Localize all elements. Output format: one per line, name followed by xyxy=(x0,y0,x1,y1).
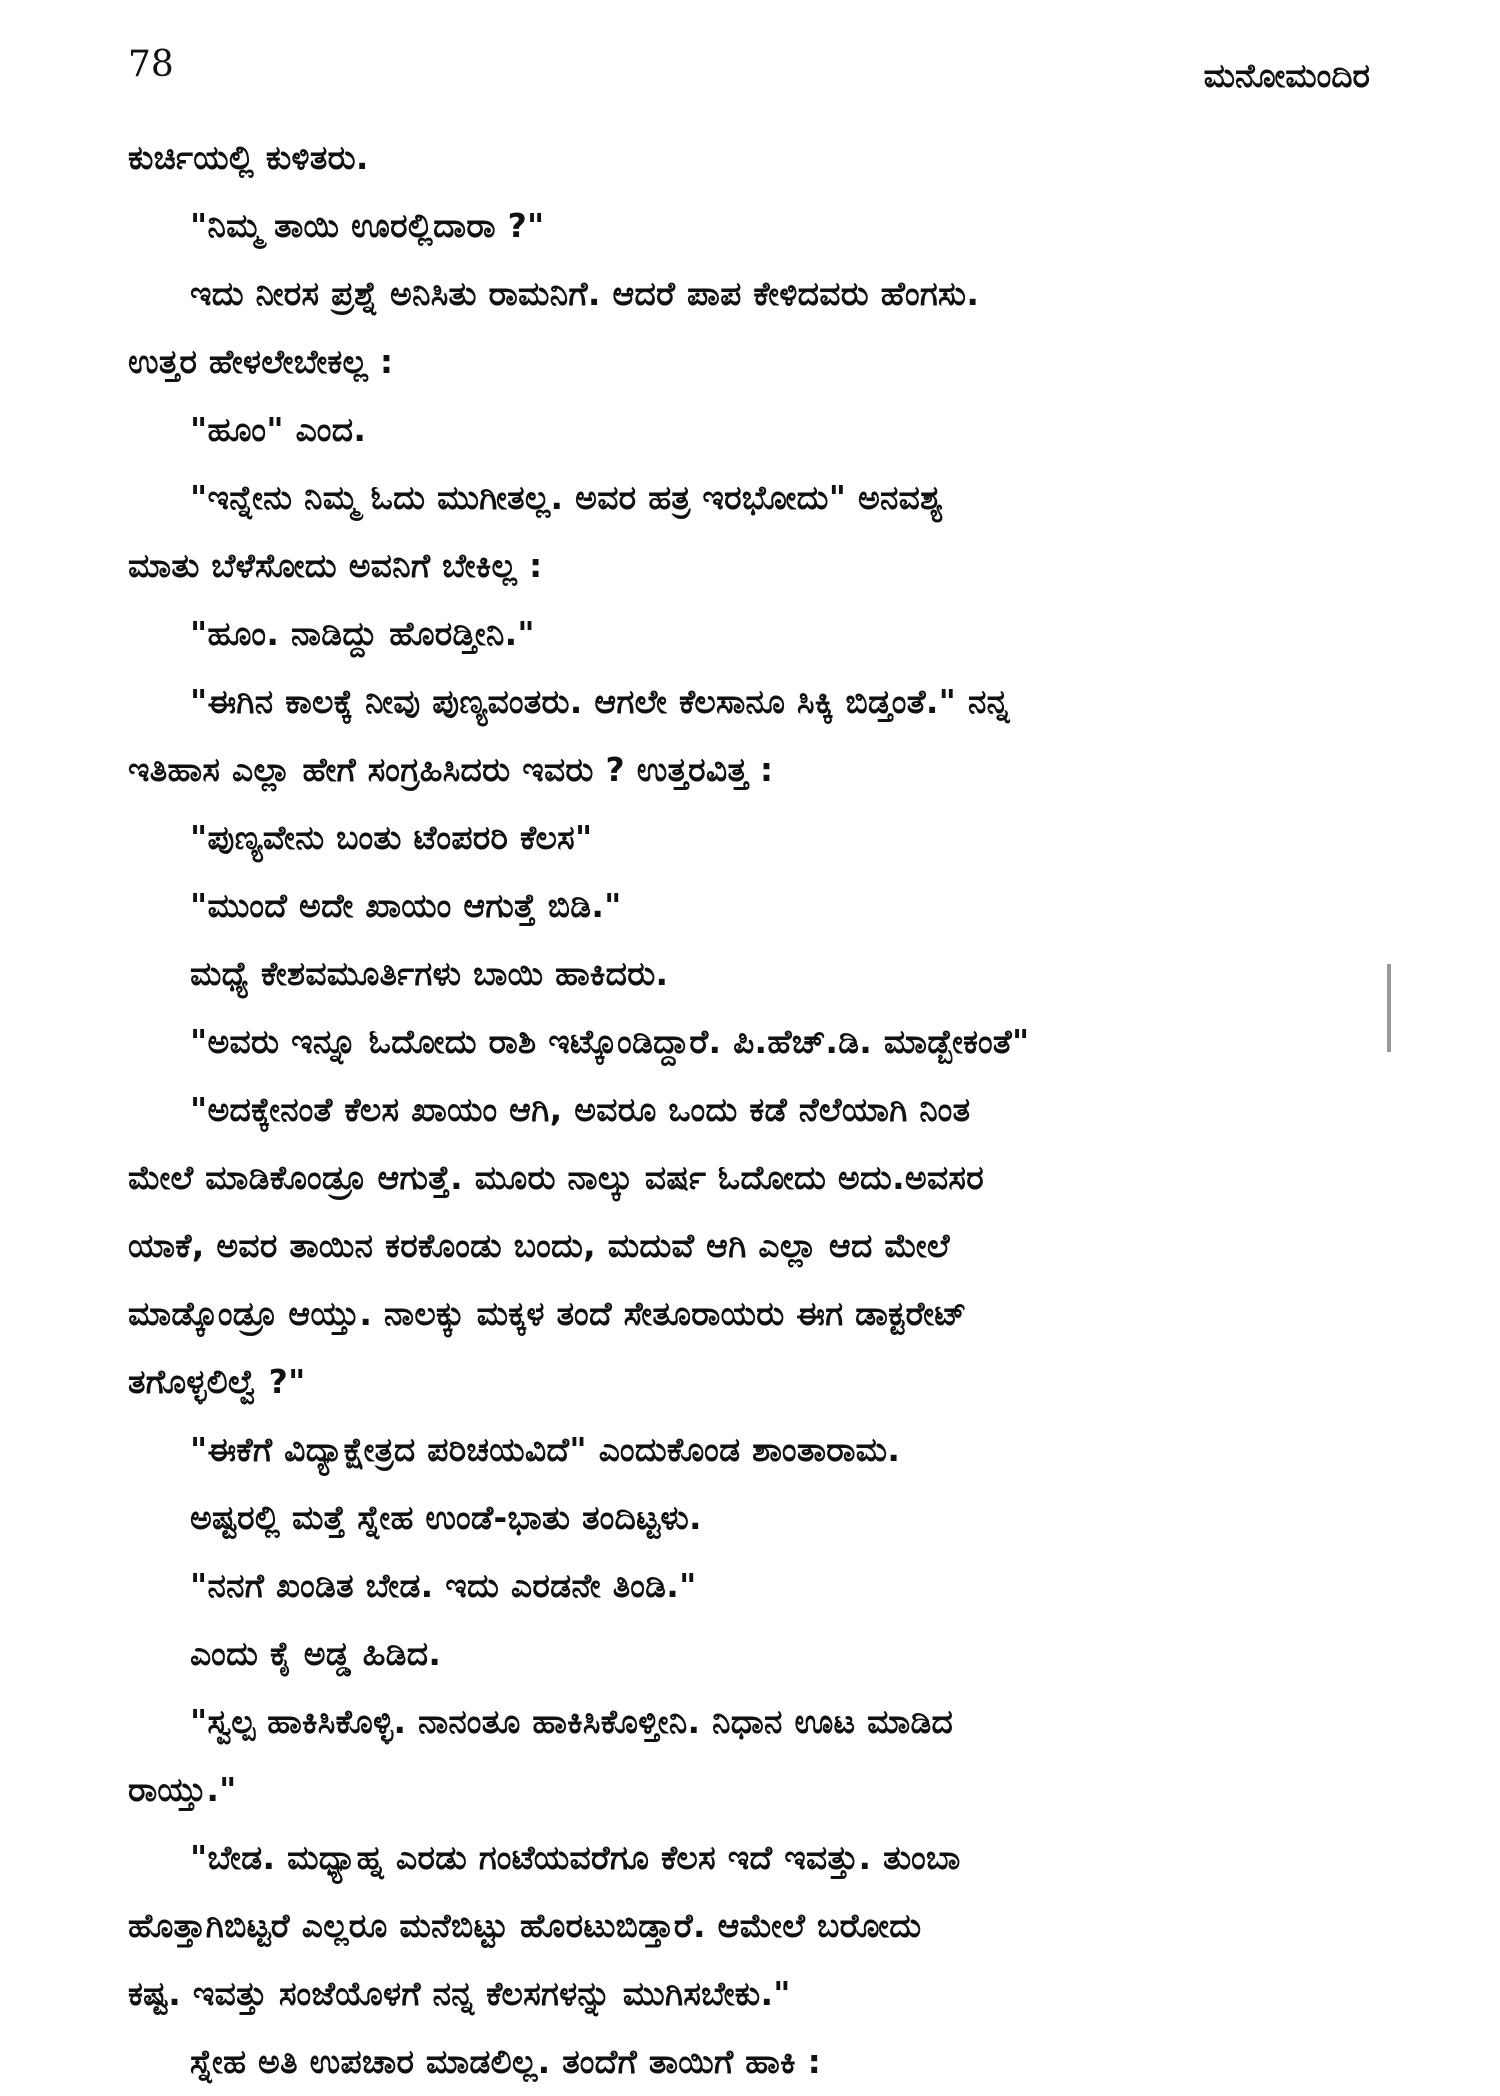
text-line: ಮಧ್ಯೆ ಕೇಶವಮೂರ್ತಿಗಳು ಬಾಯಿ ಹಾಕಿದರು. xyxy=(190,954,669,993)
text-line: ರಾಯ್ತು." xyxy=(128,1770,237,1809)
running-head: ಮನೋಮಂದಿರ xyxy=(1203,56,1370,95)
text-line: "ಇನ್ನೇನು ನಿಮ್ಮ ಓದು ಮುಗೀತಲ್ಲ. ಅವರ ಹತ್ರ ಇರಭೋದು" ಅನವಶ್ಯ xyxy=(190,478,944,517)
body-text xyxy=(128,124,1368,2096)
text-line: "ಅದಕ್ಕೇನಂತೆ ಕೆಲಸ ಖಾಯಂ ಆಗಿ, ಅವರೂ ಒಂದು ಕಡೆ ನೆಲೆಯಾಗಿ ನಿಂತ xyxy=(190,1090,971,1129)
text-line: ಹೊತ್ತಾಗಿಬಿಟ್ಟರೆ ಎಲ್ಲರೂ ಮನೆಬಿಟ್ಟು ಹೊರಟುಬಿಡ್ತಾರೆ. ಆಮೇಲೆ ಬರೋದು xyxy=(128,1906,922,1945)
text-line: ಮೇಲೆ ಮಾಡಿಕೊಂಡ್ರೂ ಆಗುತ್ತೆ. ಮೂರು ನಾಲ್ಕು ವರ್ಷ ಓದೋದು ಅದು.ಅವಸರ xyxy=(128,1158,985,1197)
text-line: "ಅವರು ಇನ್ನೂ ಓದೋದು ರಾಶಿ ಇಟ್ಕೊಂಡಿದ್ದಾರೆ. ಪಿ.ಹೆಚ್.ಡಿ. ಮಾಡ್ಬೇಕಂತೆ" xyxy=(190,1022,1030,1061)
text-line: ಯಾಕೆ, ಅವರ ತಾಯಿನ ಕರಕೊಂಡು ಬಂದು, ಮದುವೆ ಆಗಿ ಎಲ್ಲಾ ಆದ ಮೇಲೆ xyxy=(128,1226,950,1265)
text-line: "ನನಗೆ ಖಂಡಿತ ಬೇಡ. ಇದು ಎರಡನೇ ತಿಂಡಿ." xyxy=(190,1566,697,1605)
text-line: "ಮುಂದೆ ಅದೇ ಖಾಯಂ ಆಗುತ್ತೆ ಬಿಡಿ." xyxy=(190,886,622,925)
text-line: ಕುರ್ಚಿಯಲ್ಲಿ ಕುಳಿತರು. xyxy=(128,138,369,177)
text-line: "ಈಗಿನ ಕಾಲಕ್ಕೆ ನೀವು ಪುಣ್ಯವಂತರು. ಆಗಲೇ ಕೆಲಸಾನೂ ಸಿಕ್ಕಿ ಬಿಡ್ತಂತೆ." ನನ್ನ xyxy=(190,682,1010,721)
text-line: "ಪುಣ್ಯವೇನು ಬಂತು ಟೆಂಪರರಿ ಕೆಲಸ" xyxy=(190,818,593,857)
text-line: ಇತಿಹಾಸ ಎಲ್ಲಾ ಹೇಗೆ ಸಂಗ್ರಹಿಸಿದರು ಇವರು ? ಉತ್ತರವಿತ್ತ : xyxy=(128,750,774,789)
text-line: ಸ್ನೇಹ ಅತಿ ಉಪಚಾರ ಮಾಡಲಿಲ್ಲ. ತಂದೆಗೆ ತಾಯಿಗೆ ಹಾಕಿ : xyxy=(190,2042,822,2081)
text-line: ಅಷ್ಟರಲ್ಲಿ ಮತ್ತೆ ಸ್ನೇಹ ಉಂಡೆ-ಭಾತು ತಂದಿಟ್ಟಳು. xyxy=(190,1498,702,1537)
text-line: ಮಾತು ಬೆಳೆಸೋದು ಅವನಿಗೆ ಬೇಕಿಲ್ಲ : xyxy=(128,546,543,585)
text-line: "ಸ್ವಲ್ಪ ಹಾಕಿಸಿಕೊಳ್ಳಿ. ನಾನಂತೂ ಹಾಕಿಸಿಕೊಳ್ತೀನಿ. ನಿಧಾನ ಊಟ ಮಾಡಿದ xyxy=(190,1702,954,1741)
text-line: ಕಷ್ಟ. ಇವತ್ತು ಸಂಜೆಯೊಳಗೆ ನನ್ನ ಕೆಲಸಗಳನ್ನು ಮುಗಿಸಬೇಕು." xyxy=(128,1974,791,2013)
text-line: "ಹೂಂ" ಎಂದ. xyxy=(190,410,367,449)
scan-edge-mark xyxy=(1387,964,1391,1052)
text-line: "ಬೇಡ. ಮಧ್ಯಾಹ್ನ ಎರಡು ಗಂಟೆಯವರೆಗೂ ಕೆಲಸ ಇದೆ ಇವತ್ತು. ತುಂಬಾ xyxy=(190,1838,961,1877)
text-line: "ನಿಮ್ಮ ತಾಯಿ ಊರಲ್ಲಿದಾರಾ ?" xyxy=(190,206,545,245)
page-number: 78 xyxy=(128,44,174,85)
text-line: ಮಾಡ್ಕೊಂಡ್ರೂ ಆಯ್ತು. ನಾಲಕ್ಕು ಮಕ್ಕಳ ತಂದೆ ಸೇತೂರಾಯರು ಈಗ ಡಾಕ್ಟರೇಟ್ xyxy=(128,1294,967,1333)
text-line: "ಈಕೆಗೆ ವಿದ್ಯಾಕ್ಷೇತ್ರದ ಪರಿಚಯವಿದೆ" ಎಂದುಕೊಂಡ ಶಾಂತಾರಾಮ. xyxy=(190,1430,901,1469)
text-line: ಎಂದು ಕೈ ಅಡ್ಡ ಹಿಡಿದ. xyxy=(190,1634,442,1673)
text-line: ತಗೊಳ್ಳಲಿಲ್ವೆ ?" xyxy=(128,1362,306,1401)
text-line: ಉತ್ತರ ಹೇಳಲೇಬೇಕಲ್ಲ : xyxy=(128,342,394,381)
text-line: "ಹೂಂ. ನಾಡಿದ್ದು ಹೊರಡ್ತೀನಿ." xyxy=(190,614,535,653)
text-line: ಇದು ನೀರಸ ಪ್ರಶ್ನೆ ಅನಿಸಿತು ರಾಮನಿಗೆ. ಆದರೆ ಪಾಪ ಕೇಳಿದವರು ಹೆಂಗಸು. xyxy=(190,274,980,313)
